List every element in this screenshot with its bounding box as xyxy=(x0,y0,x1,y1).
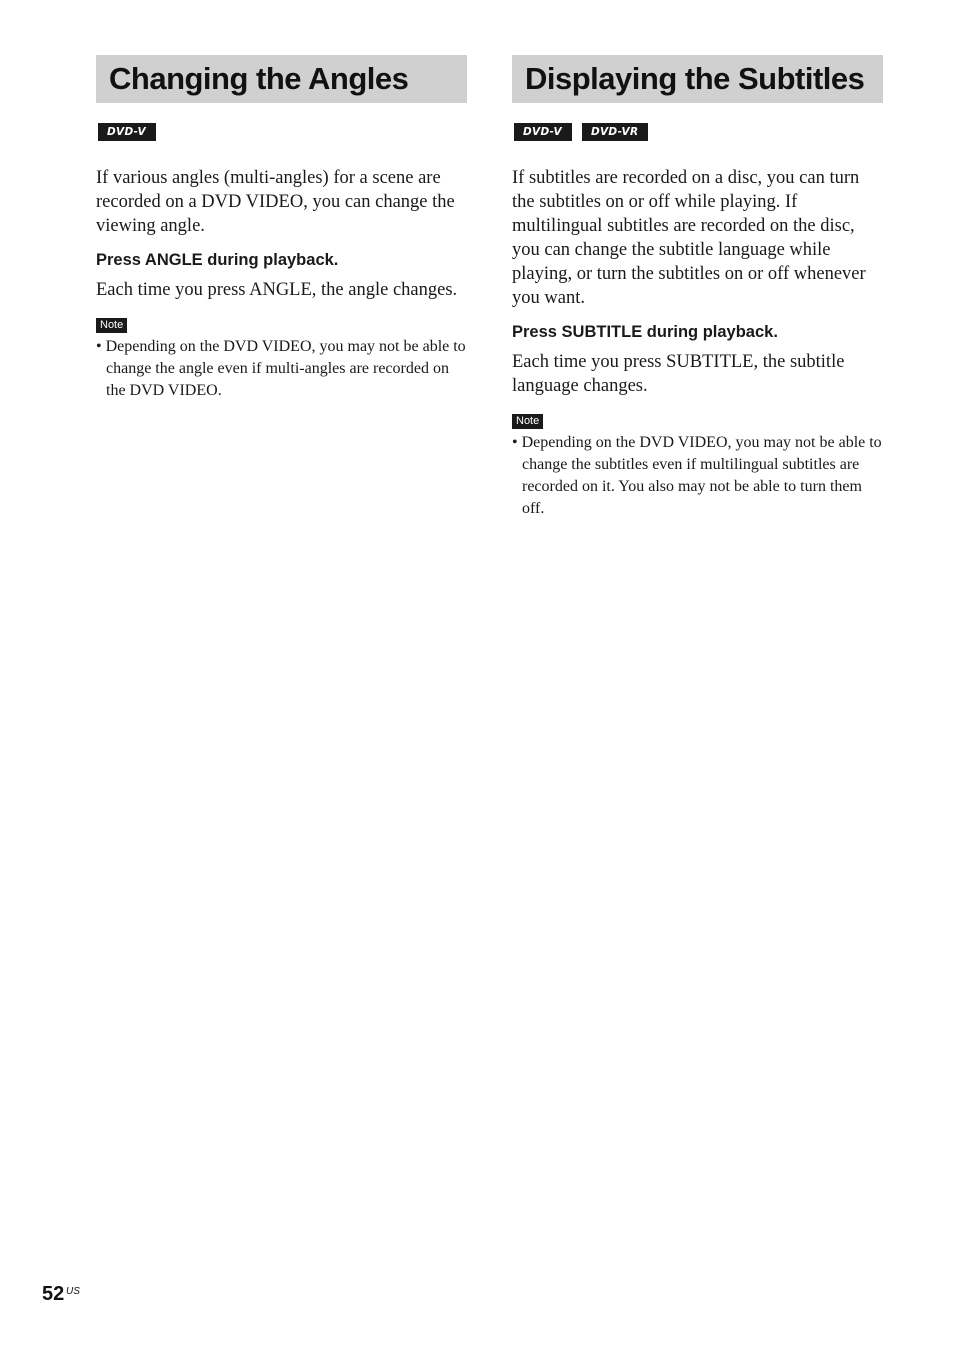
page-number: 52 xyxy=(42,1283,65,1305)
disc-type-badges xyxy=(96,123,467,142)
section-changing-angles xyxy=(96,55,467,402)
step-description: Each time you press ANGLE, the angle changes. xyxy=(96,280,458,300)
step-instruction: Press ANGLE during playback. xyxy=(96,251,339,269)
section-displaying-subtitles xyxy=(512,55,883,520)
badge-dvd-vr: DVD-VR xyxy=(582,123,648,141)
step-description: Each time you press SUBTITLE, the subtitle language changes. xyxy=(512,352,845,396)
disc-type-badges xyxy=(512,123,883,142)
intro-paragraph: If various angles (multi-angles) for a scene are recorded on a DVD VIDEO, you can change the viewing angle. xyxy=(96,168,455,236)
note-label: Note xyxy=(512,414,543,429)
note-text: • Depending on the DVD VIDEO, you may not be able to change the subtitles even if multilingual subtitles are recorded on it. You also may not be able to turn them off. xyxy=(512,434,882,517)
page-region-suffix: US xyxy=(66,1286,80,1297)
section-heading: Changing the Angles xyxy=(96,55,467,103)
section-heading: Displaying the Subtitles xyxy=(512,55,883,103)
note-label: Note xyxy=(96,318,127,333)
badge-dvd-v: DVD-V xyxy=(98,123,156,141)
badge-dvd-v: DVD-V xyxy=(514,123,572,141)
note-text: • Depending on the DVD VIDEO, you may not be able to change the angle even if multi-angles are recorded on the DVD VIDEO. xyxy=(96,338,466,399)
step-instruction: Press SUBTITLE during playback. xyxy=(512,323,778,341)
intro-paragraph: If subtitles are recorded on a disc, you can turn the subtitles on or off while playing. If multilingual subtitles are recorded on the disc, you can change the subtitle language while playing, or turn the subtitles on or off whenever you want. xyxy=(512,168,866,308)
